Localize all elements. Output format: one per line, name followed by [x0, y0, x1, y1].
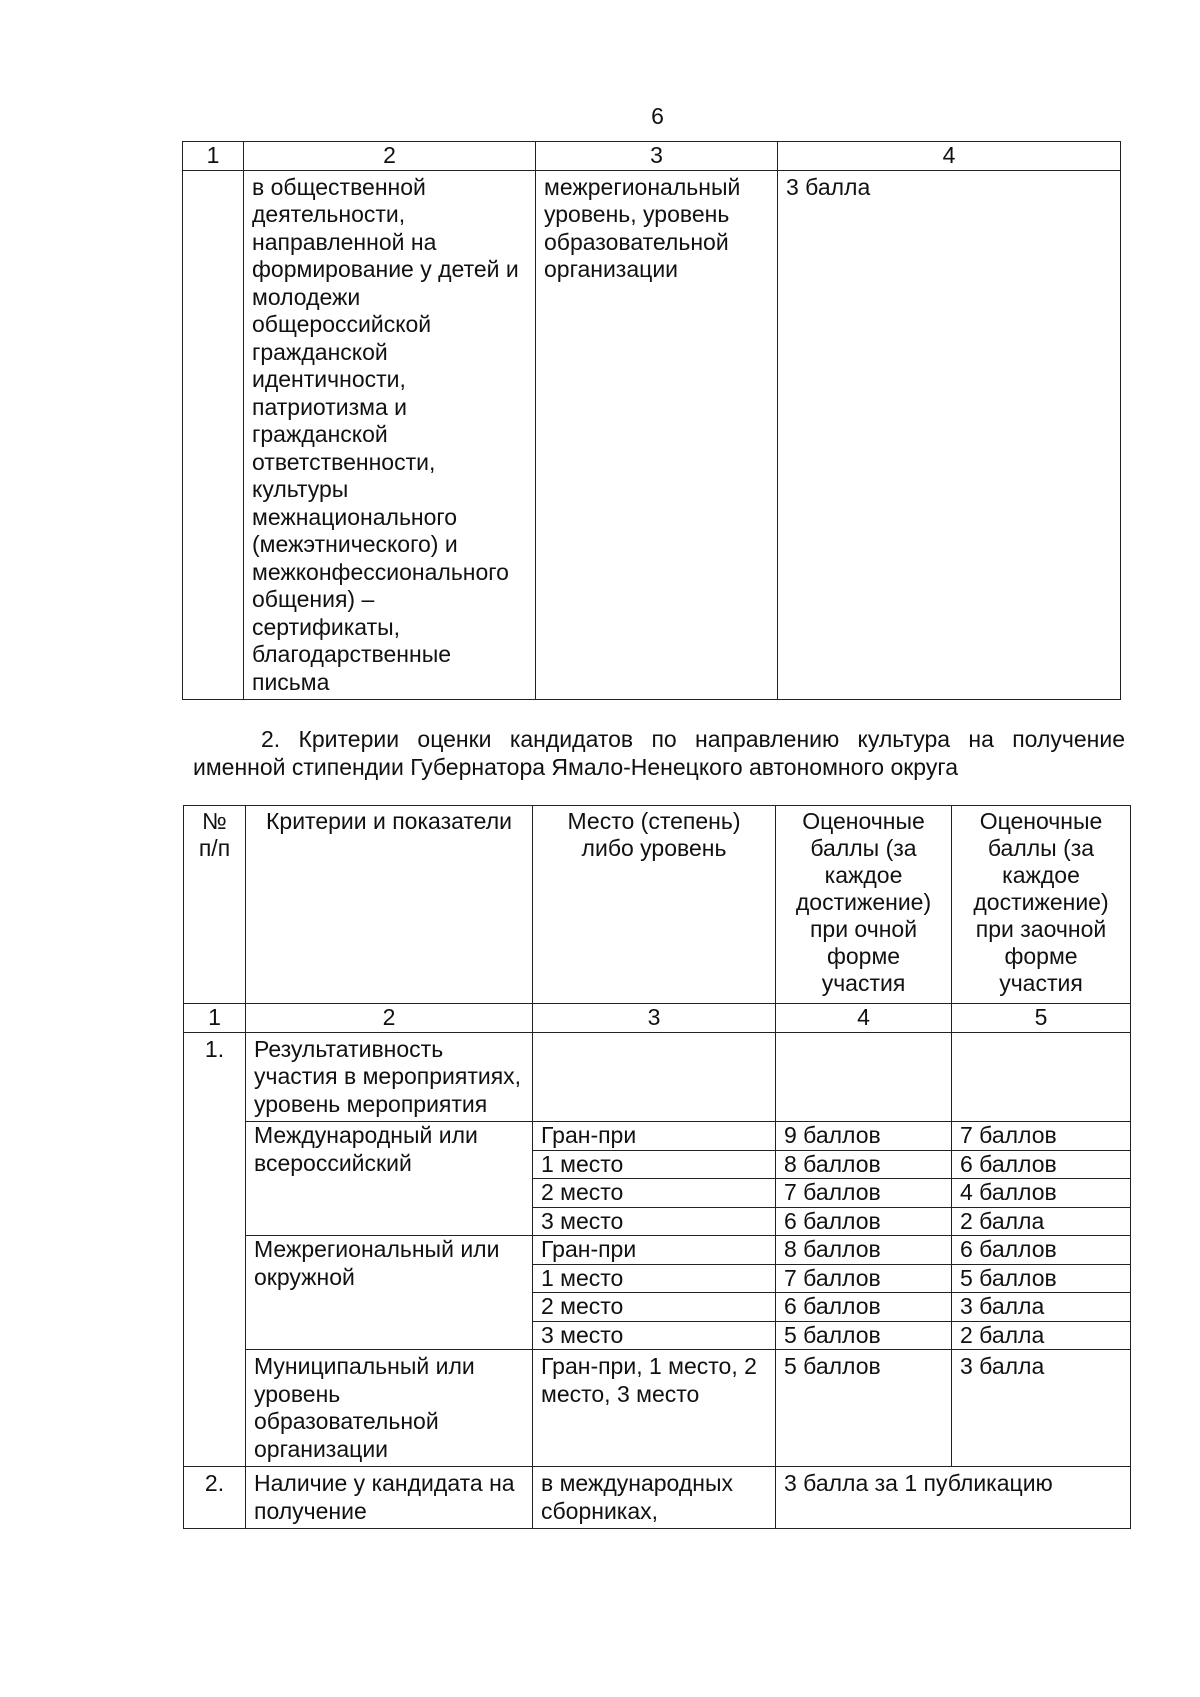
culture-criteria-table — [183, 805, 1131, 1529]
table-row — [184, 1032, 1131, 1122]
points-full-cell: 6 баллов — [776, 1207, 952, 1236]
points-part-cell: 7 баллов — [952, 1122, 1131, 1151]
place-cell: 2 место — [533, 1293, 776, 1322]
level-cell: Международный или всероссийский — [246, 1122, 533, 1236]
place-cell: 1 место — [533, 1150, 776, 1179]
col-number: 2 — [244, 142, 536, 171]
level-cell: Муниципальный или уровень образовательной организации — [246, 1350, 533, 1467]
points-full-cell: 5 баллов — [776, 1321, 952, 1350]
table-row — [184, 1350, 1131, 1467]
col-number: 1 — [183, 142, 244, 171]
place-cell: 3 место — [533, 1321, 776, 1350]
place-cell: Гран-при, 1 место, 2 место, 3 место — [533, 1350, 776, 1467]
col-number: 5 — [952, 1004, 1131, 1033]
points-part-cell: 6 баллов — [952, 1150, 1131, 1179]
points-full-cell: 8 баллов — [776, 1236, 952, 1265]
col-number: 2 — [246, 1004, 533, 1033]
row-number — [183, 170, 244, 700]
points-full-cell: 7 баллов — [776, 1264, 952, 1293]
criteria-table-continued — [182, 141, 1121, 700]
place-cell: 2 место — [533, 1179, 776, 1208]
points-full-cell: 8 баллов — [776, 1150, 952, 1179]
points-part-cell: 2 балла — [952, 1321, 1131, 1350]
table-row — [184, 1122, 1131, 1151]
col-number: 1 — [184, 1004, 246, 1033]
points-part-cell: 3 балла — [952, 1293, 1131, 1322]
points-part-cell: 4 баллов — [952, 1179, 1131, 1208]
section-heading-paragraph: 2. Критерии оценки кандидатов по направлению культура на получение именной стипендии Губернатора Ямало-Ненецкого автономного округа — [193, 726, 1125, 780]
empty-cell — [776, 1032, 952, 1122]
table-header-row — [184, 806, 1131, 1004]
points-part-cell: 3 балла — [952, 1350, 1131, 1467]
level-cell: Межрегиональный или окружной — [246, 1236, 533, 1350]
points-cell: 3 балла — [778, 170, 1121, 700]
points-full-cell: 6 баллов — [776, 1293, 952, 1322]
level-cell: межрегиональный уровень, уровень образовательной организации — [536, 170, 778, 700]
empty-cell — [533, 1032, 776, 1122]
table-row — [183, 170, 1121, 700]
points-part-cell: 2 балла — [952, 1207, 1131, 1236]
empty-cell — [952, 1032, 1131, 1122]
points-cell: 3 балла за 1 публикацию — [776, 1467, 1131, 1529]
row-number: 1. — [184, 1032, 246, 1467]
table-number-row — [184, 1004, 1131, 1033]
table-number-row — [183, 142, 1121, 171]
header-points-full-time: Оценочные баллы (за каждое достижение) при очной форме участия — [776, 806, 952, 1004]
points-part-cell: 5 баллов — [952, 1264, 1131, 1293]
col-number: 3 — [533, 1004, 776, 1033]
row-number: 2. — [184, 1467, 246, 1529]
header-points-part-time: Оценочные баллы (за каждое достижение) при заочной форме участия — [952, 806, 1131, 1004]
header-place: Место (степень) либо уровень — [533, 806, 776, 1004]
page-number: 6 — [651, 103, 664, 129]
table-row — [184, 1236, 1131, 1265]
criteria-cell: в общественной деятельности, направленной на формирование у детей и молодежи общероссийской гражданской идентичности, патриотизма и гражданской ответственности, культуры межнационального (межэтнического) и межконфессионального общения) – сертификаты, благодарственные письма — [244, 170, 536, 700]
criteria-cell: Наличие у кандидата на получение — [246, 1467, 533, 1529]
col-number: 3 — [536, 142, 778, 171]
header-number: № п/п — [184, 806, 246, 1004]
col-number: 4 — [776, 1004, 952, 1033]
place-cell: Гран-при — [533, 1236, 776, 1265]
points-full-cell: 7 баллов — [776, 1179, 952, 1208]
points-full-cell: 9 баллов — [776, 1122, 952, 1151]
place-cell: в международных сборниках, — [533, 1467, 776, 1529]
points-full-cell: 5 баллов — [776, 1350, 952, 1467]
place-cell: Гран-при — [533, 1122, 776, 1151]
points-part-cell: 6 баллов — [952, 1236, 1131, 1265]
place-cell: 3 место — [533, 1207, 776, 1236]
header-criteria: Критерии и показатели — [246, 806, 533, 1004]
table-row — [184, 1467, 1131, 1529]
place-cell: 1 место — [533, 1264, 776, 1293]
col-number: 4 — [778, 142, 1121, 171]
criteria-title: Результативность участия в мероприятиях, уровень мероприятия — [246, 1032, 533, 1122]
